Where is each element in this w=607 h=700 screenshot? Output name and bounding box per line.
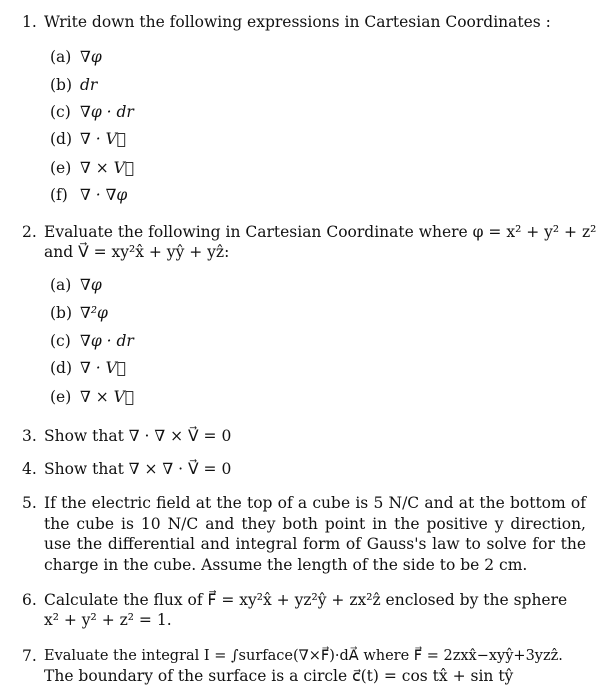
q2-part-b-label: (b) — [50, 304, 73, 322]
q2-part-e — [50, 387, 134, 407]
q2-number: 2. — [22, 223, 37, 241]
q2-part-d-expr: ∇ · V⃗ — [80, 359, 127, 377]
q5-text: If the electric field at the top of a cube is 5 N/C and at the bottom of the cube is 10 N/C and they both point in the positive y direction, use the differential and integral form of Gauss's law to solve for the charge in the cube. Assume the length of the side to be 2 cm. — [44, 494, 586, 574]
q2-part-a-label: (a) — [50, 276, 72, 294]
q4-text: Show that ∇ × ∇ · V⃗ = 0 — [44, 460, 232, 478]
q1-part-d-label: (d) — [50, 130, 73, 148]
q2-part-e-expr: ∇ × V⃗ — [80, 388, 135, 406]
q1-part-d-expr: ∇ · V⃗ — [80, 130, 127, 148]
q1-part-b-label: (b) — [50, 76, 73, 94]
q5-number: 5. — [22, 494, 37, 512]
q2-part-b-expr: ∇²φ — [80, 304, 108, 322]
q1-part-b-expr: dr — [80, 76, 98, 94]
q2-part-b — [50, 303, 108, 323]
q2-part-d — [50, 358, 126, 378]
q1-number: 1. — [22, 13, 37, 31]
q1-part-e-expr: ∇ × V⃗ — [80, 159, 135, 177]
q7-line2: The boundary of the surface is a circle c⃗(t) = cos tx̂ + sin tŷ — [44, 667, 514, 685]
q2-part-c-label: (c) — [50, 332, 71, 350]
q1-part-b — [50, 75, 97, 95]
q7-line1: Evaluate the integral I = ∫surface(∇×F⃗)·dA⃗ where F⃗ = 2zxx̂−xyŷ+3yzẑ. — [44, 648, 563, 664]
q6-number: 6. — [22, 591, 37, 609]
q1-part-f-label: (f) — [50, 186, 68, 204]
q6-line2: x² + y² + z² = 1. — [44, 611, 172, 629]
q1-part-e-label: (e) — [50, 159, 72, 177]
q6-line1: Calculate the flux of F⃗ = xy²x̂ + yz²ŷ + zx²ẑ enclosed by the sphere — [44, 591, 568, 609]
q2-part-c — [50, 331, 134, 351]
q1-part-f-expr: ∇ · ∇φ — [80, 186, 128, 204]
q2-part-e-label: (e) — [50, 388, 72, 406]
q1-part-f — [50, 185, 127, 205]
q2-line1: Evaluate the following in Cartesian Coordinate where φ = x² + y² + z² — [44, 223, 597, 241]
q1-part-c-expr: ∇φ · dr — [80, 103, 134, 121]
q2-line2: and V⃗ = xy²x̂ + yŷ + yẑ: — [44, 243, 230, 261]
q1-part-e — [50, 158, 134, 178]
q1-part-a-expr: ∇φ — [80, 48, 102, 66]
q3-number: 3. — [22, 427, 37, 445]
q2-part-a — [50, 275, 102, 295]
q1-part-d — [50, 129, 126, 149]
q1-part-c-label: (c) — [50, 103, 71, 121]
q7-number: 7. — [22, 647, 37, 665]
q4-number: 4. — [22, 460, 37, 478]
q2-part-d-label: (d) — [50, 359, 73, 377]
q2-part-a-expr: ∇φ — [80, 276, 102, 294]
q2-part-c-expr: ∇φ · dr — [80, 332, 134, 350]
q1-part-a — [50, 47, 102, 67]
q1-text: Write down the following expressions in Cartesian Coordinates : — [44, 13, 551, 31]
q1-part-a-label: (a) — [50, 48, 72, 66]
q1-part-c — [50, 102, 134, 122]
q3-text: Show that ∇ · ∇ × V⃗ = 0 — [44, 427, 232, 445]
